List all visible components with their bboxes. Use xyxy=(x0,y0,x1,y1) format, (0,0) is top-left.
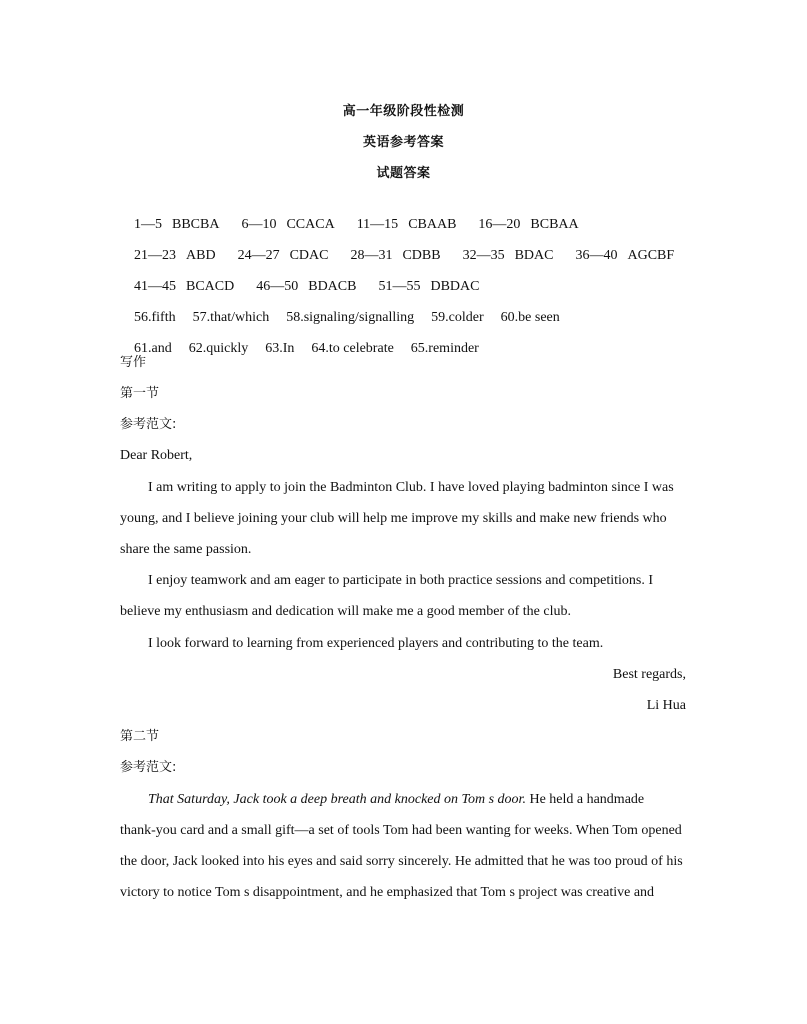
fill-answer: 61.and xyxy=(134,341,172,356)
fill-answer: 57.that/which xyxy=(192,310,270,325)
document-subtitle: 英语参考答案 xyxy=(362,135,444,150)
answer-range: 28—31 xyxy=(350,248,393,263)
letter-line: I enjoy teamwork and am eager to participate in both practice sessions and competitions. I xyxy=(148,573,654,588)
answer-key: BCACD xyxy=(186,279,235,294)
answer-range: 6—10 xyxy=(241,217,277,232)
answer-range: 11—15 xyxy=(356,217,399,232)
letter-signature: Li Hua xyxy=(646,698,686,713)
fill-answer: 60.be seen xyxy=(500,310,560,325)
part1-sample-label: 参考范文: xyxy=(120,417,177,432)
letter-line: believe my enthusiasm and dedication will make me a good member of the club. xyxy=(120,604,571,619)
letter-salutation: Dear Robert, xyxy=(120,448,193,463)
letter-line: I am writing to apply to join the Badminton Club. I have loved playing badminton since I was xyxy=(148,480,674,495)
document-title: 高一年级阶段性检测 xyxy=(342,104,465,119)
fill-answer: 58.signaling/signalling xyxy=(286,310,415,325)
writing-heading: 写作 xyxy=(120,355,147,370)
answer-range: 1—5 xyxy=(134,217,162,232)
fill-answer: 59.colder xyxy=(431,310,484,325)
fill-answer: 64.to celebrate xyxy=(311,341,394,356)
answer-range: 46—50 xyxy=(256,279,299,294)
fill-answer: 56.fifth xyxy=(134,310,176,325)
fill-answer: 62.quickly xyxy=(188,341,249,356)
answer-range: 51—55 xyxy=(378,279,421,294)
answer-key: AGCBF xyxy=(627,248,675,263)
letter-line: I look forward to learning from experienced players and contributing to the team. xyxy=(148,636,604,651)
answer-range: 16—20 xyxy=(478,217,521,232)
story-line: victory to notice Tom s disappointment, and he emphasized that Tom s project was creative and xyxy=(120,885,655,900)
part1-heading: 第一节 xyxy=(120,386,160,401)
answer-range: 24—27 xyxy=(237,248,280,263)
answer-key: DBDAC xyxy=(430,279,480,294)
letter-line: share the same passion. xyxy=(120,542,252,557)
answer-key: CDBB xyxy=(402,248,441,263)
answer-range: 32—35 xyxy=(462,248,505,263)
story-line xyxy=(148,791,728,809)
fill-answer: 63.In xyxy=(265,341,295,356)
answer-range: 36—40 xyxy=(575,248,618,263)
story-line: thank-you card and a small gift—a set of tools Tom had been wanting for weeks. When Tom opened xyxy=(120,823,682,838)
answer-range: 41—45 xyxy=(134,279,176,294)
story-lead-italic: That Saturday, Jack took a deep breath and knocked on Tom s door. xyxy=(148,792,526,807)
section-title: 试题答案 xyxy=(376,166,431,181)
fill-answer: 65.reminder xyxy=(410,341,479,356)
answer-key: CDAC xyxy=(289,248,329,263)
answer-key: CCACA xyxy=(286,217,335,232)
story-line-text: He held a handmade xyxy=(525,792,645,807)
letter-line: young, and I believe joining your club will help me improve my skills and make new friends who xyxy=(120,511,667,526)
letter-closing: Best regards, xyxy=(612,667,686,682)
part2-heading: 第二节 xyxy=(120,729,160,744)
story-line: the door, Jack looked into his eyes and said sorry sincerely. He admitted that he was too proud of his xyxy=(120,854,683,869)
answer-key: CBAAB xyxy=(408,217,457,232)
answer-key: BBCBA xyxy=(172,217,220,232)
part2-sample-label: 参考范文: xyxy=(120,760,177,775)
answer-key: ABD xyxy=(186,248,216,263)
answer-range: 21—23 xyxy=(134,248,176,263)
answer-key: BCBAA xyxy=(530,217,579,232)
answer-key: BDAC xyxy=(514,248,554,263)
answer-key: BDACB xyxy=(308,279,357,294)
